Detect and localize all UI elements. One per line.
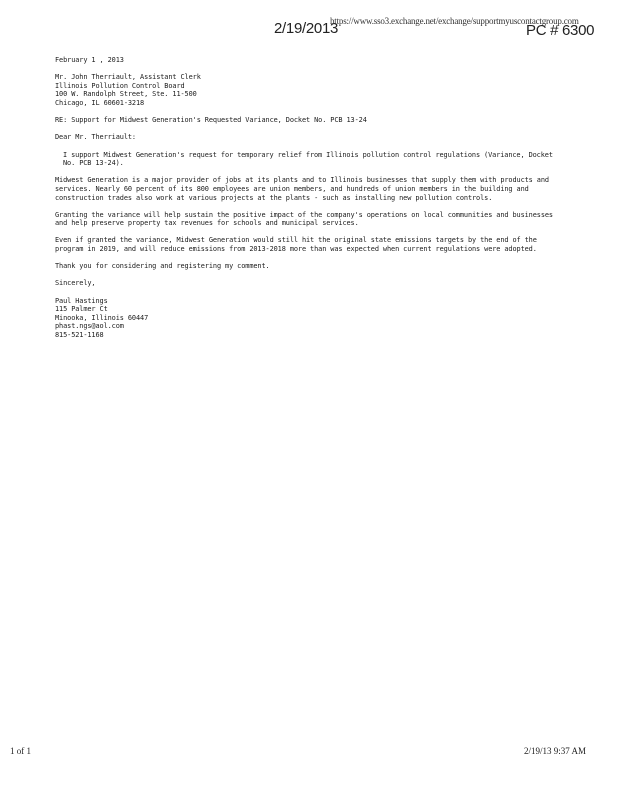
salutation: Dear Mr. Therriault: [55, 133, 136, 142]
recipient-line: Chicago, IL 60601-3218 [55, 98, 145, 107]
letter-date: February 1 , 2013 [55, 56, 124, 64]
recipient-line: Illinois Pollution Control Board [55, 81, 185, 90]
recipient-line: Mr. John Therriault, Assistant Clerk [55, 73, 201, 82]
closing: Sincerely, [55, 279, 96, 288]
body-paragraph: Even if granted the variance, Midwest Generation would still hit the original state emissions targets by the end of the program in 2019, and will reduce emissions from 2013-2018 more than was expected when current regulations were adopted. [55, 236, 541, 254]
letter-body [55, 56, 558, 340]
header-url: https://www.sso3.exchange.net/exchange/supportmyuscontactgroup.com [330, 16, 579, 26]
body-paragraph: Midwest Generation is a major provider of jobs at its plants and to Illinois businesses that supply them with products and services. Nearly 60 percent of its 800 employees are union members, and hundreds of union members in the building and construction trades also work at various projects at the plants - such as installing new pollution controls. [55, 176, 553, 202]
public-comment-number: PC # 6300 [526, 22, 595, 39]
body-paragraph: Thank you for considering and registering my comment. [55, 262, 270, 271]
header-date: 2/19/2013 [274, 20, 339, 37]
body-paragraph: I support Midwest Generation's request for temporary relief from Illinois pollution control regulations (Variance, Docket No. PCB 13-24). [63, 150, 557, 168]
subject-line: RE: Support for Midwest Generation's Requested Variance, Docket No. PCB 13-24 [55, 116, 367, 125]
signature-address: 115 Palmer Ct [55, 305, 108, 314]
signature-name: Paul Hastings [55, 296, 108, 305]
recipient-line: 100 W. Randolph Street, Ste. 11-500 [55, 90, 197, 99]
body-paragraph: Granting the variance will help sustain the positive impact of the company's operations on local communities and businesses and help preserve property tax revenues for schools and municipal services. [55, 210, 558, 228]
signature-email: phast.ngs@aol.com [55, 322, 124, 331]
signature-phone: 815-521-1168 [55, 331, 104, 339]
signature-city: Minooka, Illinois 60447 [55, 313, 149, 322]
page-count: 1 of 1 [10, 746, 31, 756]
print-timestamp: 2/19/13 9:37 AM [524, 746, 587, 756]
